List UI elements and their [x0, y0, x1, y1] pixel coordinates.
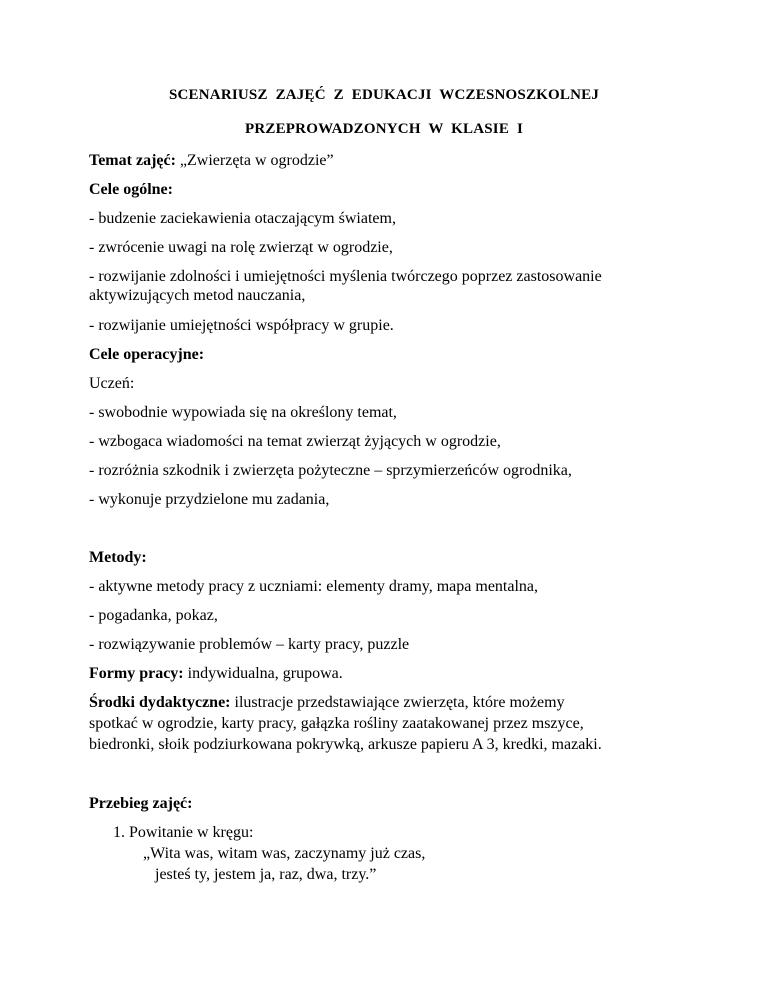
cele-ogolne-item: - budzenie zaciekawienia otaczającym światem,	[89, 210, 396, 227]
document-title-line-2: PRZEPROWADZONYCH W KLASIE I	[245, 121, 523, 137]
verse-line-1: „Wita was, witam was, zaczynamy już czas,	[143, 845, 426, 862]
przebieg-heading: Przebieg zajęć:	[89, 795, 193, 812]
temat-value: „Zwierzęta w ogrodzie”	[175, 152, 334, 169]
metody-item: - aktywne metody pracy z uczniami: elementy dramy, mapa mentalna,	[89, 578, 539, 595]
cele-ogolne-item: - zwrócenie uwagi na rolę zwierząt w ogrodzie,	[89, 239, 393, 256]
cele-operacyjne-item: - wzbogaca wiadomości na temat zwierząt żyjących w ogrodzie,	[89, 433, 501, 450]
formy-pracy-label: Formy pracy:	[89, 665, 184, 682]
metody-heading: Metody:	[89, 549, 147, 566]
srodki-line-1	[89, 693, 565, 712]
cele-ogolne-heading: Cele ogólne:	[89, 181, 173, 198]
cele-operacyjne-intro: Uczeń:	[89, 375, 135, 392]
verse-line-2: jesteś ty, jestem ja, raz, dwa, trzy.”	[155, 866, 377, 883]
srodki-line-3: biedronki, słoik podziurkowana pokrywką, arkusze papieru A 3, kredki, mazaki.	[89, 736, 602, 753]
document-title-line-1: SCENARIUSZ ZAJĘĆ Z EDUKACJI WCZESNOSZKOLNEJ	[168, 87, 600, 103]
cele-operacyjne-heading: Cele operacyjne:	[89, 346, 205, 363]
formy-pracy-value: indywidualna, grupowa.	[183, 665, 343, 682]
temat-label: Temat zajęć:	[89, 152, 176, 169]
cele-operacyjne-item: - swobodnie wypowiada się na określony temat,	[89, 404, 397, 421]
cele-ogolne-item: - rozwijanie umiejętności współpracy w grupie.	[89, 317, 394, 334]
cele-operacyjne-item: - rozróżnia szkodnik i zwierzęta pożyteczne – sprzymierzeńców ogrodnika,	[89, 462, 572, 479]
cele-ogolne-item-continuation: aktywizujących metod nauczania,	[89, 287, 306, 304]
temat-line	[89, 151, 334, 170]
srodki-line-2: spotkać w ogrodzie, karty pracy, gałązka rośliny zaatakowanej przez mszyce,	[89, 715, 584, 732]
metody-item: - pogadanka, pokaz,	[89, 607, 218, 624]
srodki-text-1: ilustracje przedstawiające zwierzęta, które możemy	[230, 694, 565, 711]
cele-ogolne-item: - rozwijanie zdolności i umiejętności myślenia twórczego poprzez zastosowanie	[89, 268, 602, 285]
przebieg-step-1: 1. Powitanie w kręgu:	[113, 824, 254, 841]
formy-pracy-line	[89, 664, 343, 683]
cele-operacyjne-item: - wykonuje przydzielone mu zadania,	[89, 491, 330, 508]
srodki-label: Środki dydaktyczne:	[89, 694, 231, 711]
metody-item: - rozwiązywanie problemów – karty pracy, puzzle	[89, 636, 410, 653]
